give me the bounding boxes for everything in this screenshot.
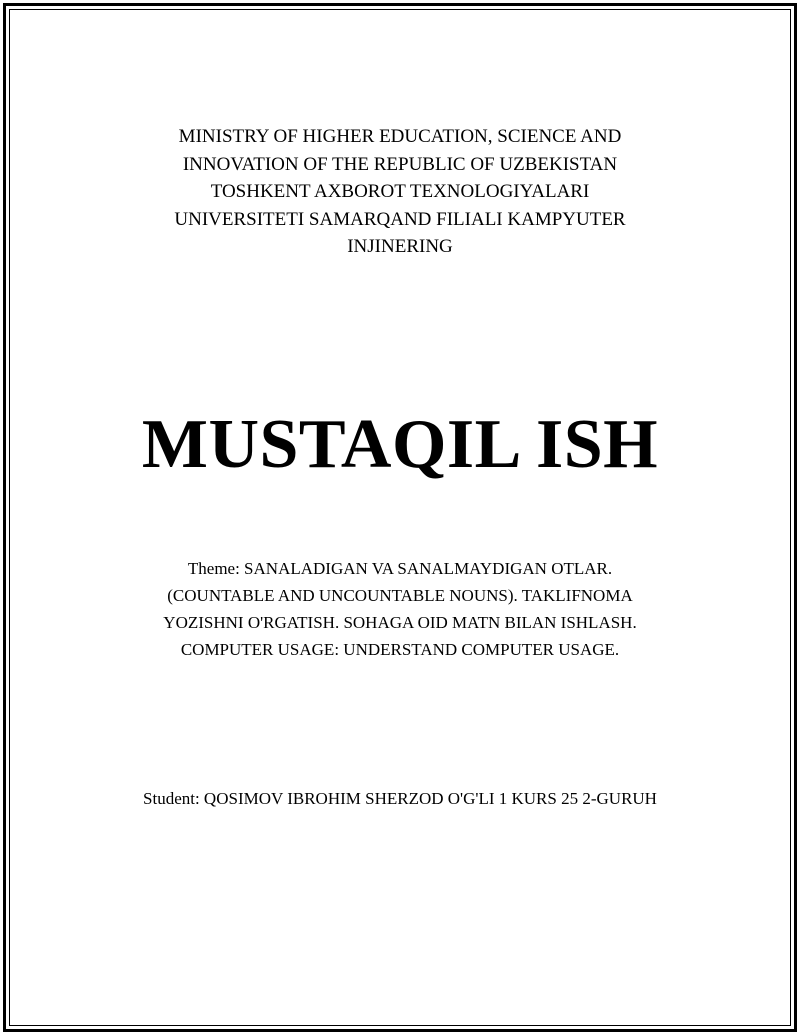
institution-header	[0, 123, 800, 261]
header-line: INJINERING	[347, 236, 453, 258]
header-line: UNIVERSITETI SAMARQAND FILIALI KAMPYUTER	[174, 208, 626, 230]
theme-line: YOZISHNI O'RGATISH. SOHAGA OID MATN BILAN ISHLASH.	[163, 613, 637, 632]
header-line: TOSHKENT AXBOROT TEXNOLOGIYALARI	[210, 181, 590, 203]
theme-line: (COUNTABLE AND UNCOUNTABLE NOUNS). TAKLIFNOMA	[167, 586, 633, 605]
theme-block	[0, 555, 800, 663]
theme-line: Theme: SANALADIGAN VA SANALMAYDIGAN OTLAR.	[187, 559, 613, 578]
student-info: Student: QOSIMOV IBROHIM SHERZOD O'G'LI 1 KURS 25 2-GURUH	[143, 789, 657, 808]
header-line: INNOVATION OF THE REPUBLIC OF UZBEKISTAN	[182, 153, 618, 175]
theme-line: COMPUTER USAGE: UNDERSTAND COMPUTER USAGE.	[180, 640, 620, 659]
document-title: MUSTAQIL ISH	[141, 406, 659, 483]
header-line: MINISTRY OF HIGHER EDUCATION, SCIENCE AND	[178, 126, 622, 147]
